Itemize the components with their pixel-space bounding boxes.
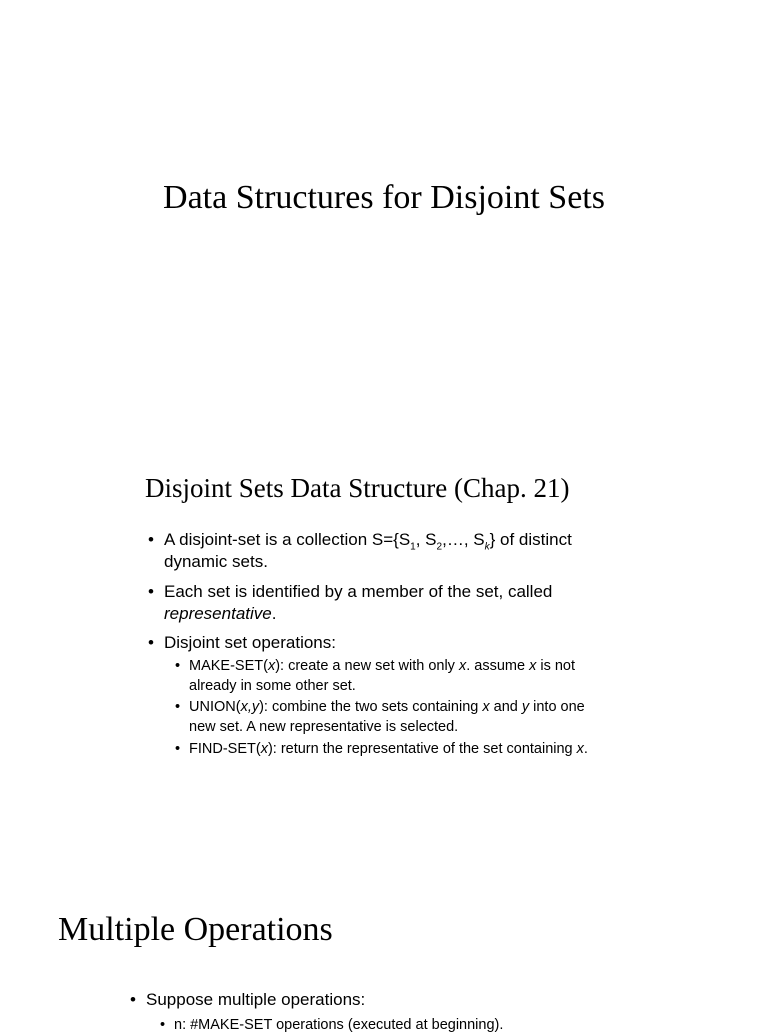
bullet-operations: • Disjoint set operations:	[148, 633, 336, 652]
slide1-title: Data Structures for Disjoint Sets	[163, 179, 605, 216]
bullet-dot: •	[148, 633, 154, 652]
bullet-dot: •	[175, 658, 181, 674]
bullet-disjoint-set-definition: • A disjoint-set is a collection $S=\{S_1$, $S_2,\dots$, $S_k$} of distinct dynamic sets.	[148, 530, 572, 571]
bullet-dot: •	[175, 699, 181, 715]
sub-bullet-union: • UNION(x,y): combine the two sets containing x and y into one new set. A new representative is selected.	[175, 699, 585, 735]
sub-bullet-make-set: • MAKE-SET(x): create a new set with only x. assume x is not already in some other set.	[175, 658, 575, 694]
slide3-title: Multiple Operations	[58, 911, 333, 948]
slide2-title: Disjoint Sets Data Structure (Chap. 21)	[145, 473, 570, 503]
cut-off-line	[0, 1012, 768, 1033]
bullet-dot: •	[148, 582, 154, 601]
bullet-suppose-multiple: • Suppose multiple operations:	[130, 990, 366, 1009]
bullet-representative: • Each set is identified by a member of the set, called representative.	[148, 582, 553, 623]
bullet-dot: •	[130, 990, 136, 1009]
bullet-dot: •	[148, 530, 154, 549]
bullet-dot: •	[160, 1017, 166, 1033]
sub-bullet-find-set: • FIND-SET(x): return the representative of the set containing x.	[175, 740, 659, 760]
sub-bullet-partial: • n: #MAKE-SET operations (executed at beginning).	[160, 1016, 694, 1036]
bullet-dot: •	[175, 741, 181, 757]
